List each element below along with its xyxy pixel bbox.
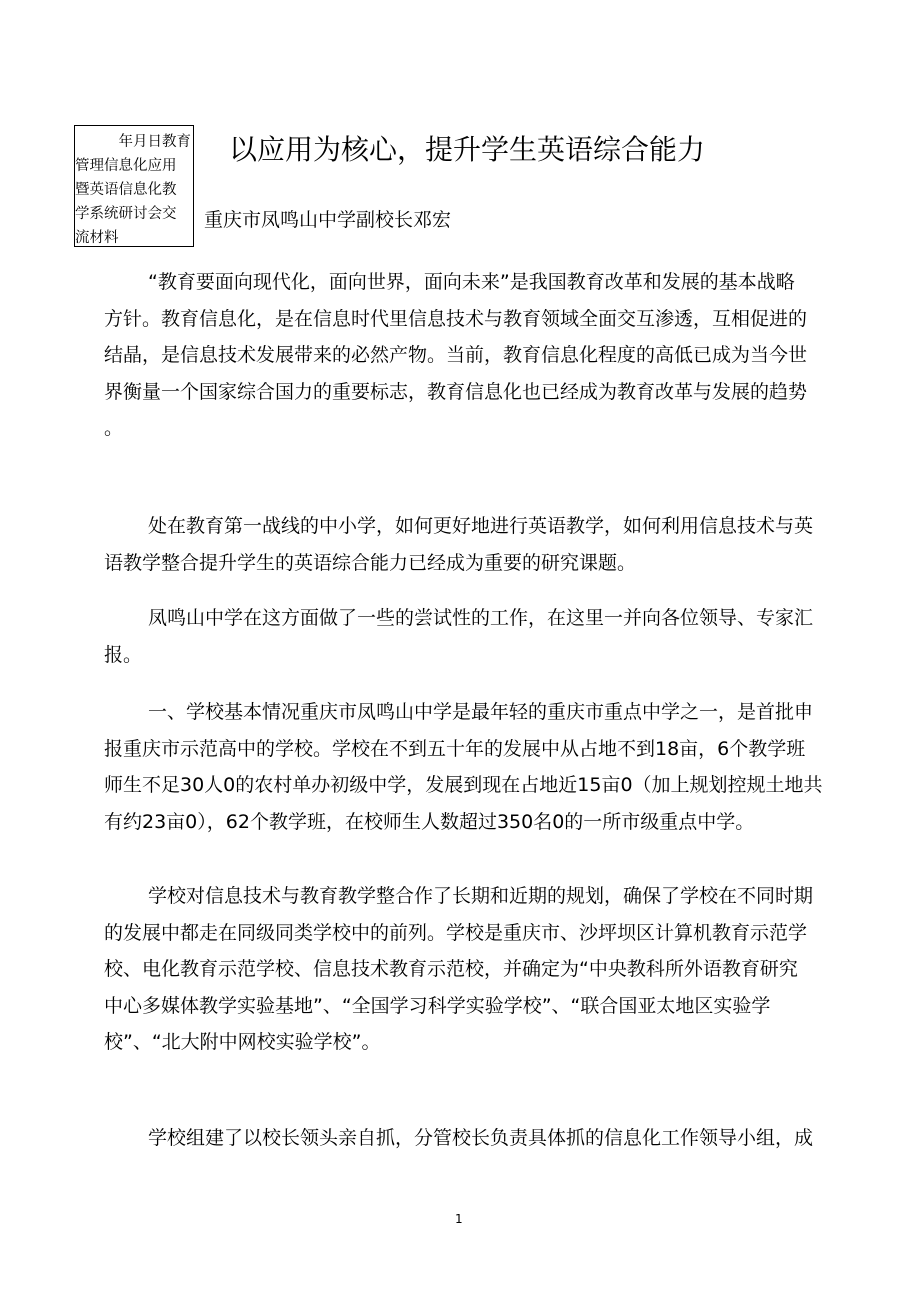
paragraph-line: 一、学校基本情况重庆市凤鸣山中学是最年轻的重庆市重点中学之一，是首批申 xyxy=(148,701,814,723)
paragraph-line: 校、电化教育示范学校、信息技术教育示范校，并确定为“中央教科所外语教育研究 xyxy=(104,958,798,980)
paragraph-line: 报重庆市示范高中的学校。学校在不到五十年的发展中从占地不到18亩，6个教学班 xyxy=(104,737,806,760)
paragraph-line: 有约23亩0），62个教学班，在校师生人数超过350名0的一所市级重点中学。 xyxy=(104,810,755,833)
paragraph-line: 处在教育第一战线的中小学，如何更好地进行英语教学，如何利用信息技术与英 xyxy=(148,515,814,537)
author-line: 重庆市凤鸣山中学副校长邓宏 xyxy=(204,209,452,231)
side-note-line: 暨英语信息化教 xyxy=(75,182,177,198)
paragraph-5 xyxy=(104,878,844,1061)
paragraph-3 xyxy=(104,600,844,673)
paragraph-line: 师生不足30人0的农村单办初级中学，发展到现在占地近15亩0（加上规划控规土地共 xyxy=(104,774,823,796)
paragraph-2 xyxy=(104,508,844,581)
paragraph-line: 中心多媒体教学实验基地”、“全国学习科学实验学校”、“联合国亚太地区实验学 xyxy=(104,994,771,1017)
paragraph-line: 结晶，是信息技术发展带来的必然产物。当前，教育信息化程度的高低已成为当今世 xyxy=(104,344,808,366)
document-title: 以应用为核心，提升学生英语综合能力 xyxy=(229,133,706,166)
paragraph-line: 的发展中都走在同级同类学校中的前列。学校是重庆市、沙坪坝区计算机教育示范学 xyxy=(104,921,808,944)
paragraph-line: “教育要面向现代化，面向世界，面向未来”是我国教育改革和发展的基本战略 xyxy=(148,271,795,293)
page-number: 1 xyxy=(455,1212,463,1226)
paragraph-line: 。 xyxy=(104,417,124,439)
side-note-line: 年月日教育 xyxy=(118,134,191,150)
paragraph-line: 校”、“北大附中网校实验学校”。 xyxy=(104,1031,381,1053)
side-note-line: 流材料 xyxy=(75,230,119,246)
side-note-box xyxy=(74,125,194,247)
paragraph-6 xyxy=(104,1120,844,1157)
paragraph-line: 学校组建了以校长领头亲自抓，分管校长负责具体抓的信息化工作领导小组，成 xyxy=(148,1127,814,1149)
paragraph-line: 界衡量一个国家综合国力的重要标志，教育信息化也已经成为教育改革与发展的趋势 xyxy=(104,380,808,403)
side-note-line: 学系统研讨会交 xyxy=(75,206,177,222)
paragraph-line: 学校对信息技术与教育教学整合作了长期和近期的规划，确保了学校在不同时期 xyxy=(148,885,814,907)
paragraph-4 xyxy=(104,694,844,840)
paragraph-line: 语教学整合提升学生的英语综合能力已经成为重要的研究课题。 xyxy=(104,551,637,574)
paragraph-line: 方针。教育信息化，是在信息时代里信息技术与教育领域全面交互渗透，互相促进的 xyxy=(104,307,808,330)
paragraph-line: 报。 xyxy=(104,643,143,666)
paragraph-line: 凤鸣山中学在这方面做了一些的尝试性的工作，在这里一并向各位领导、专家汇 xyxy=(148,607,814,629)
paragraph-1 xyxy=(104,264,844,447)
side-note-line: 管理信息化应用 xyxy=(75,158,177,174)
